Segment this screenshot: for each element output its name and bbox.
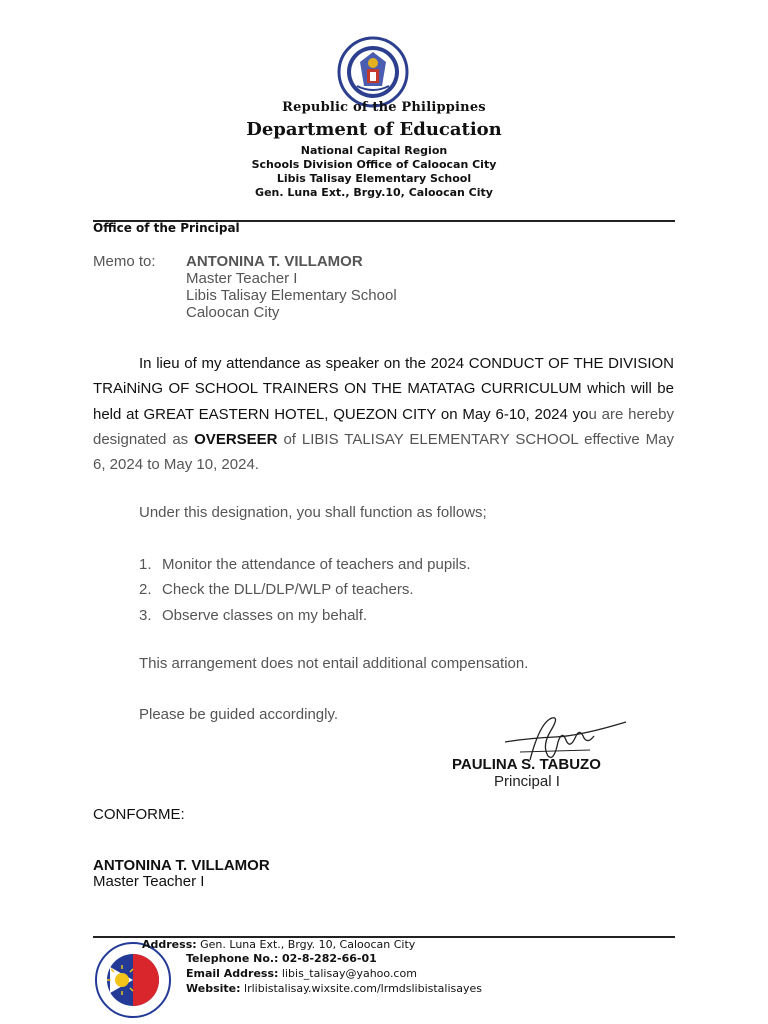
overseer-term: OVERSEER: [194, 430, 278, 448]
recipient-title: Master Teacher I: [186, 270, 298, 287]
footer-phone: Telephone No.: 02-8-282-66-01: [186, 952, 377, 965]
paragraph-part-1: In lieu of my attendance as speaker on the 2024 CONDUCT OF THE DIVISION TRAiNiNG OF SCHOOL TRAINERS ON THE MATATAG CURRICULUM which will be held at GREAT EASTERN HOTEL, QUEZON CITY on May 6-10, 2024 yo: [93, 355, 674, 423]
memo-recipient-block: [186, 253, 397, 321]
functions-list: [139, 552, 471, 628]
office-label: Office of the Principal: [93, 221, 240, 235]
principal-name: PAULINA S. TABUZO: [452, 756, 601, 773]
memo-label: Memo to:: [93, 253, 156, 270]
school-line: Libis Talisay Elementary School: [276, 172, 472, 185]
compensation-note: This arrangement does not entail additional compensation.: [139, 655, 529, 672]
deped-seal-logo: [337, 36, 409, 108]
school-logo: [94, 941, 172, 1019]
recipient-name: ANTONINA T. VILLAMOR: [186, 253, 363, 270]
designation-paragraph: [93, 351, 674, 477]
recipient-city: Caloocan City: [186, 304, 280, 321]
conforme-label: CONFORME:: [93, 806, 185, 823]
recipient-school: Libis Talisay Elementary School: [186, 287, 397, 304]
list-item: 2. Check the DLL/DLP/WLP of teachers.: [139, 581, 414, 599]
paragraph-part-2: u are hereby designated as: [93, 405, 674, 448]
footer-website: Website: lrlibistalisay.wixsite.com/lrmdslibistalisayes: [186, 982, 483, 995]
list-item: 1. Monitor the attendance of teachers and pupils.: [139, 556, 471, 573]
footer-address: Address: Gen. Luna Ext., Brgy. 10, Caloocan City: [142, 938, 416, 951]
principal-title: Principal I: [494, 773, 560, 790]
paragraph-part-3: of LIBIS TALISAY ELEMENTARY SCHOOL effective May 6, 2024 to May 10, 2024.: [93, 430, 675, 474]
functions-intro: Under this designation, you shall function as follows;: [139, 504, 487, 521]
conforme-name: ANTONINA T. VILLAMOR: [93, 857, 270, 874]
list-item: 3. Observe classes on my behalf.: [139, 606, 368, 624]
region-line: National Capital Region: [300, 144, 448, 157]
department-heading: Department of Education: [246, 119, 502, 140]
school-address-line: Gen. Luna Ext., Brgy.10, Caloocan City: [255, 186, 493, 199]
footer-email: Email Address: libis_talisay@yahoo.com: [186, 967, 417, 980]
closing-line: Please be guided accordingly.: [139, 706, 339, 723]
division-line: Schools Division Office of Caloocan City: [251, 158, 497, 171]
conforme-title: Master Teacher I: [93, 873, 205, 890]
republic-heading: Republic of the Philippines: [282, 100, 486, 115]
